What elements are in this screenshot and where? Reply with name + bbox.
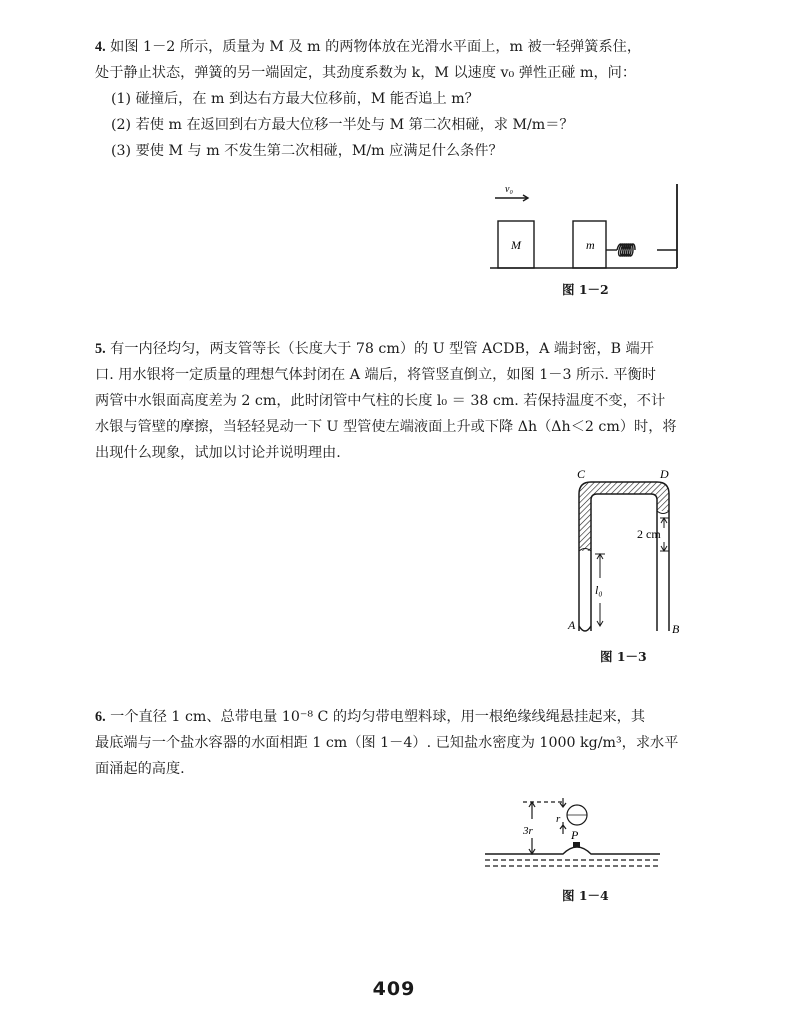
problem-4-sub-3: (3) 要使 M 与 m 不发生第二次相碰，M/m 应满足什么条件？ — [111, 143, 503, 159]
point-P-mark — [573, 842, 580, 847]
problem-5-number: 5. — [95, 341, 106, 357]
closed-end-A — [579, 626, 591, 631]
problem-5-line-1: 5. 有一内径均匀，两支管等长（长度大于 78 cm）的 U 型管 ACDB，A 端封密，B 端开 — [95, 341, 654, 357]
label-v0: v₀ — [505, 184, 513, 195]
label-D: D — [660, 467, 669, 481]
water-surface — [485, 847, 660, 854]
problem-6-number: 6. — [95, 709, 106, 725]
problem-4-number: 4. — [95, 39, 106, 55]
label-B: B — [672, 622, 680, 636]
problem-6 — [95, 704, 695, 782]
figure-1-3 — [565, 466, 690, 638]
problem-6-line-3: 面涌起的高度. — [95, 761, 185, 777]
figure-1-2 — [485, 180, 685, 272]
label-r: r — [556, 813, 561, 825]
figure-1-3-caption: 图 1－3 — [600, 649, 647, 664]
problem-5 — [95, 336, 695, 466]
label-A: A — [568, 618, 576, 632]
problem-4-sub-2: (2) 若使 m 在返回到右方最大位移一半处与 M 第二次相碰，求 M/m＝？ — [111, 117, 574, 133]
figure-1-4-caption: 图 1－4 — [562, 888, 609, 903]
label-l0: l₀ — [595, 583, 603, 597]
problem-4-line-1: 4. 如图 1－2 所示，质量为 M 及 m 的两物体放在光滑水平面上，m 被一轻弹簧系住， — [95, 39, 642, 55]
problem-5-line-4: 水银与管壁的摩擦，当轻轻晃动一下 U 型管使左端液面上升或下降 Δh（Δh＜2 cm）时，将 — [95, 419, 677, 435]
figure-1-2-caption: 图 1－2 — [562, 282, 609, 297]
problem-6-line-1: 6. 一个直径 1 cm、总带电量 10⁻⁸ C 的均匀带电塑料球，用一根绝缘线绳悬挂起来，其 — [95, 709, 646, 725]
label-2cm: 2 cm — [637, 527, 661, 541]
label-m: m — [586, 238, 595, 252]
u-tube-outer — [579, 482, 669, 631]
page-number: 409 — [372, 978, 416, 1000]
problem-5-line-3: 两管中水银面高度差为 2 cm，此时闭管中气柱的长度 l₀ ＝ 38 cm. 若保持温度不变，不计 — [95, 393, 666, 409]
label-C: C — [577, 467, 586, 481]
label-3r: 3r — [523, 825, 533, 837]
problem-5-line-2: 口. 用水银将一定质量的理想气体封闭在 A 端后，将管竖直倒立，如图 1－3 所示. 平衡时 — [95, 367, 656, 383]
problem-4-line-2: 处于静止状态，弹簧的另一端固定，其劲度系数为 k，M 以速度 v₀ 弹性正碰 m，问： — [95, 65, 637, 81]
problem-4-sub-1: (1) 碰撞后，在 m 到达右方最大位移前，M 能否追上 m？ — [111, 91, 479, 107]
problem-6-line-2: 最底端与一个盐水容器的水面相距 1 cm（图 1－4）. 已知盐水密度为 1000 kg/m³，求水平 — [95, 735, 679, 751]
problem-4 — [95, 34, 695, 164]
label-P: P — [571, 828, 579, 842]
u-tube-inner — [591, 494, 657, 631]
figure-1-4 — [485, 794, 660, 880]
spring — [617, 244, 635, 256]
problem-5-line-5: 出现什么现象，试加以讨论并说明理由. — [95, 445, 341, 461]
label-M: M — [511, 238, 521, 252]
